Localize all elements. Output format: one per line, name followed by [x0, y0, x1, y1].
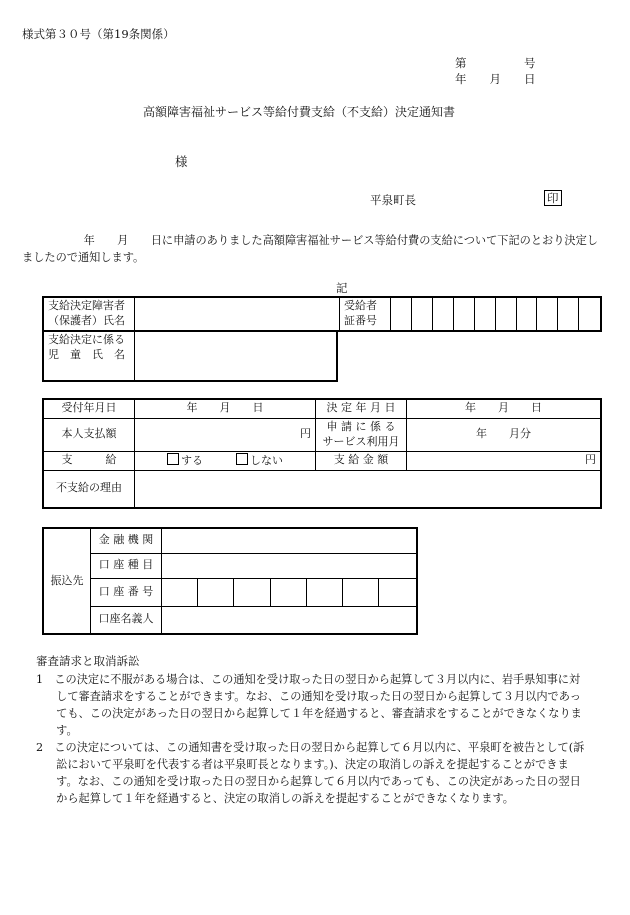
transfer-label: 振込先: [43, 528, 91, 634]
dont-checkbox[interactable]: [236, 453, 248, 465]
recipient-digit-cell[interactable]: [558, 297, 579, 331]
child-name-field[interactable]: [135, 331, 338, 382]
self-pay-field[interactable]: 円: [135, 418, 316, 451]
applicant-name-field[interactable]: [135, 297, 340, 331]
account-digit-cell[interactable]: [198, 578, 234, 606]
bank-field[interactable]: [162, 528, 418, 553]
received-date-label: 受付年月日: [43, 399, 135, 418]
ki-heading: 記: [336, 281, 348, 295]
seal-mark: 印: [544, 190, 562, 206]
amount-label: 支 給 金 額: [316, 451, 407, 470]
recipient-number-label: 受給者 証番号: [340, 297, 391, 331]
do-option[interactable]: する: [167, 454, 203, 467]
child-name-label: 支給決定に係る 児 童 氏 名: [43, 331, 135, 382]
service-month-field[interactable]: 年 月分: [407, 418, 602, 451]
account-digit-cell[interactable]: [379, 578, 417, 606]
transfer-table: [42, 527, 418, 635]
recipient-digit-cell[interactable]: [453, 297, 474, 331]
form-number: 様式第３０号（第19条関係）: [22, 27, 175, 41]
decision-date-field[interactable]: 年 月 日: [407, 399, 602, 418]
recipient-digit-cell[interactable]: [537, 297, 558, 331]
account-digit-cell[interactable]: [270, 578, 306, 606]
document-date: 年 月 日: [455, 72, 536, 86]
applicant-name-label: 支給決定障害者 （保護者）氏名: [43, 297, 135, 331]
note-item: 1 この決定に不服がある場合は、この通知を受け取った日の翌日から起算して３月以内に、岩手県知事に対して審査請求をすることができます。なお、この通知を受け取った日の翌日から起算して３月以内であっても、この決定があった日の翌日から起算して１年を経過すると、審査請求をすることができなくなります。 2 この決定については、この通知書を受け取った日の翌日から起算して６月以内に、平泉町を被告として(訴訟において平泉町を代表する者は平泉町長となります。)、決定の取消しの訴えを提起することができます。なお、この通知を受け取った日の翌日から起算して６月以内であっても、この決定があった日の翌日から起算して１年を経過すると、決定の取消しの訴えを提起することができなくなります。: [36, 673, 585, 805]
amount-field[interactable]: 円: [407, 451, 602, 470]
reason-field[interactable]: [135, 470, 602, 508]
account-digit-cell[interactable]: [306, 578, 342, 606]
recipient-digit-cell[interactable]: [391, 297, 412, 331]
applicant-table: [42, 296, 602, 332]
document-number: 第 号: [455, 56, 536, 70]
child-table: [42, 330, 338, 382]
account-digit-cell[interactable]: [234, 578, 270, 606]
decision-table: [42, 398, 602, 509]
intro-text: 年 月 日に申請のありました高額障害福祉サービス等給付費の支給について下記のとおり決定しましたので通知します。: [22, 234, 598, 264]
account-holder-field[interactable]: [162, 606, 418, 634]
bank-label: 金 融 機 関: [91, 528, 162, 553]
do-checkbox[interactable]: [167, 453, 179, 465]
document-title: 高額障害福祉サービス等給付費支給（不支給）決定通知書: [143, 105, 456, 119]
decision-date-label: 決 定 年 月 日: [316, 399, 407, 418]
recipient-digit-cell[interactable]: [516, 297, 537, 331]
notes-heading: 審査請求と取消訴訟: [36, 654, 140, 668]
payment-label: 支 給: [43, 451, 135, 470]
account-digit-cell[interactable]: [343, 578, 379, 606]
self-pay-label: 本人支払額: [43, 418, 135, 451]
account-type-field[interactable]: [162, 553, 418, 578]
recipient-digit-cell[interactable]: [495, 297, 516, 331]
recipient-digit-cell[interactable]: [579, 297, 601, 331]
account-number-label: 口 座 番 号: [91, 578, 162, 606]
recipient-digit-cell[interactable]: [411, 297, 432, 331]
account-digit-cell[interactable]: [162, 578, 198, 606]
issuer: 平泉町長: [370, 193, 416, 207]
recipient-digit-cell[interactable]: [432, 297, 453, 331]
addressee: 様: [175, 154, 188, 169]
account-holder-label: 口座名義人: [91, 606, 162, 634]
payment-options: [135, 451, 316, 470]
received-date-field[interactable]: 年 月 日: [135, 399, 316, 418]
recipient-digit-cell[interactable]: [474, 297, 495, 331]
reason-label: 不支給の理由: [43, 470, 135, 508]
account-type-label: 口 座 種 目: [91, 553, 162, 578]
dont-option[interactable]: しない: [236, 454, 283, 467]
service-month-label: 申 請 に 係 る サービス利用月: [316, 418, 407, 451]
